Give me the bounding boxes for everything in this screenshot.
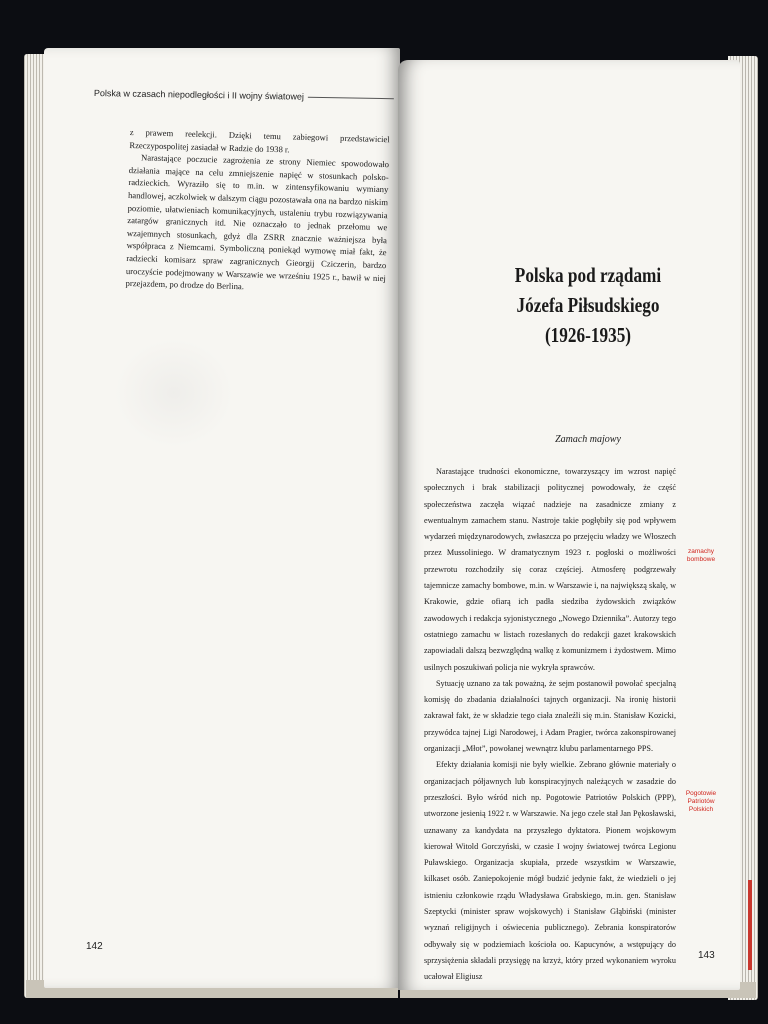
red-page-marker [748, 880, 752, 970]
margin-note-line: bombowe [686, 556, 716, 563]
right-page [398, 60, 740, 990]
margin-note-pogotowie [676, 790, 726, 814]
paragraph: Efekty działania komisji nie były wielkie. Zebrano głównie materiały o organizacjach półjawnych lub konspiracyjnych należących w zasadzie do przeszłości. Było wśród nich np. Pogotowie Patriotów Polskich (PPP), utworzone jesienią 1922 r. w Warszawie. Na jego czele stał Jan Pękosławski, uznawany za kandydata na przyszłego dyktatora. Pionem wojskowym kierował Witold Gorczyński, w czasie I wojny światowej twórca Legionu Puławskiego. Organizacja skupiała, przede wszystkim w Warszawie, kilkaset osób. Zaniepokojenie mógł budzić jedynie fakt, że wiedzieli o jej istnieniu członkowie rządu Władysława Grabskiego, m.in. gen. Stanisław Szeptycki (minister spraw wojskowych) i Stanisław Głąbiński (minister wyznań religijnych i oświecenia publicznego). Zebrania konspiratorów odbywały się w podziemiach kościoła oo. Kapucynów, a wstępujący do sprzysiężenia składali przysięgę na krzyż, który przed wykonaniem wyroku ucałował Eligiusz [424, 760, 677, 982]
chapter-title-line: Polska pod rządami [514, 263, 662, 287]
margin-note-line: Polskich [688, 806, 714, 813]
page-number-right: 143 [698, 950, 715, 961]
right-page-body [424, 464, 676, 986]
left-page-body [125, 126, 389, 297]
faint-watermark [114, 338, 234, 448]
paragraph: Narastające poczucie zagrożenia ze strony Niemiec spowodowało działania mające na celu zmniejszenie napięć w stosunkach polsko-radzieckich. Wyraziło się to m.in. w zintensyfikowaniu wymiany handlowej, aczkolwiek w dalszym ciągu pozostawała ona na bardzo niskim poziomie, ułatwieniach komunikacyjnych, ustaleniu trybu rozwiązywania zatargów granicznych itd. Nie oznaczało to jednak przełomu we wzajemnych stosunkach, gdyż dla ZSRR znacznie ważniejsza była współpraca z Niemcami. Symboliczną poniekąd wymowę miał fakt, że radziecki komisarz spraw zagranicznych Gieorgij Cziczerin, bardzo uroczyście podejmowany w Warszawie we wrześniu 1925 r., bawił w niej przejazdem, po drodze do Berlina. [125, 152, 390, 292]
margin-note-line: zamachy [687, 548, 714, 555]
chapter-title-line: Józefa Piłsudskiego [516, 293, 660, 317]
running-header-text: Polska w czasach niepodległości i II wojny światowej [93, 88, 305, 102]
left-page [44, 48, 400, 988]
chapter-title-line: (1926-1935) [544, 323, 632, 347]
chapter-title [481, 260, 694, 350]
paragraph: Sytuację uznano za tak poważną, że sejm postanowił powołać specjalną komisję do zbadania działalności tajnych organizacji. Na ironię historii zakrawał fakt, że w składzie tego ciała znaleźli się m.in. Stanisław Kozicki, przywódca tajnej Ligi Narodowej, i Adam Pragier, twórca zakonspirowanej organizacji „Młot”, powołanej wewnątrz klubu parlamentarnego PPS. [424, 678, 676, 754]
paragraph: Narastające trudności ekonomiczne, towarzyszący im wzrost napięć społecznych i brak stabilizacji politycznej powodowały, że część społeczeństwa zaczęła wiązać nadzieje na zasadnicze zmiany z ewentualnym zamachem stanu. Nastroje takie pogłębiły się pod wpływem wydarzeń międzynarodowych, zwłaszcza po przejęciu władzy we Włoszech przez Mussoliniego. W dramatycznym 1923 r. pogłoski o możliwości przewrotu rozchodziły się coraz częściej. Atmosferę podgrzewały tajemnicze zamachy bombowe, m.in. w Warszawie i, na największą skalę, w Krakowie, gdzie ofiarą ich padła siedziba żydowskich związków zawodowych i redakcja syjonistycznego „Nowego Dziennika”. Autorzy tego ostatniego zamachu w listach rozesłanych do redakcji gazet krakowskich zapowiadali dalszą bezwzględną walkę z komunizmem i żydostwem. Mimo usilnych poszukiwań policja nie wykryła sprawców. [424, 467, 676, 672]
header-rule [308, 96, 394, 98]
section-title: Zamach majowy [555, 434, 621, 445]
margin-note-zamachy-bombowe [676, 548, 726, 564]
running-header [94, 88, 394, 103]
margin-note-line: Pogotowie [685, 790, 717, 797]
page-number-left: 142 [86, 941, 103, 952]
margin-note-line: Patriotów [687, 798, 715, 805]
paragraph: z prawem reelekcji. Dzięki temu zabiegowi przedstawiciel Rzeczypospolitej zasiadał w Radzie do 1938 r. [129, 126, 390, 155]
